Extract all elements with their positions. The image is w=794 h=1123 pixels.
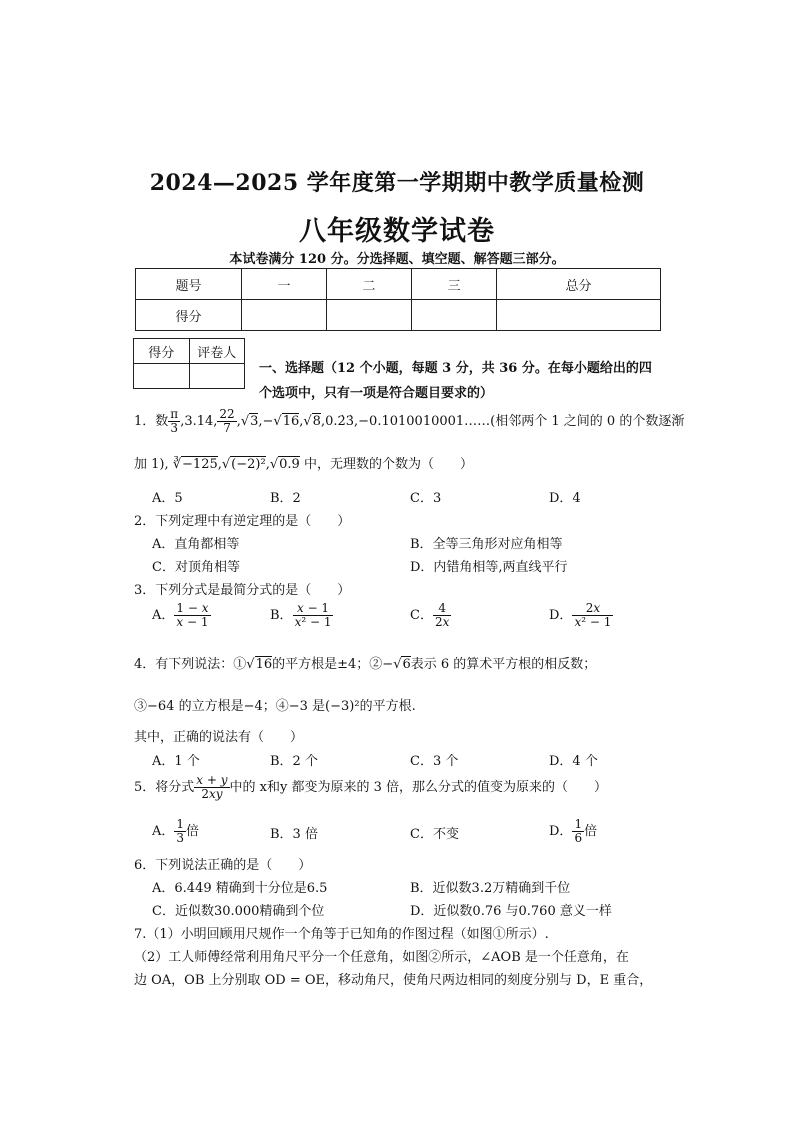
score-table-header: 一 [242, 269, 327, 300]
section-title-line: 一、选择题（12 个小题，每题 3 分，共 36 分。在每小题给出的四 [259, 361, 652, 376]
q4-option-b[interactable]: B．2 个 [270, 754, 318, 769]
q7-line1: 7.（1）小明回顾用尺规作一个角等于已知角的作图过程（如图①所示）. [134, 927, 549, 942]
q3-option-c[interactable] [410, 602, 451, 629]
q4-option-a[interactable]: A．1 个 [152, 754, 200, 769]
grader-name-label: 评卷人 [189, 339, 245, 364]
q2-stem: 2．下列定理中有逆定理的是（ ） [134, 514, 351, 529]
section-title-line: 个选项中，只有一项是符合题目要求的） [259, 386, 494, 401]
q2-option-b[interactable]: B．全等三角形对应角相等 [410, 537, 563, 552]
option-label: C． [410, 608, 433, 623]
q1-option-d[interactable]: D．4 [549, 491, 581, 506]
score-row-label: 得分 [136, 300, 242, 331]
q1-line2-tail: 中，无理数的个数为（ ） [303, 457, 473, 472]
option-label: B． [270, 608, 293, 623]
score-cell[interactable] [327, 300, 412, 331]
q4-line2: ③−64 的立方根是−4；④−3 是(−3)²的平方根. [134, 699, 416, 714]
q5-lead: 5．将分式 [134, 780, 195, 795]
q1-frac-pi-3: $\frac{\pi}{3}$ [170, 407, 179, 435]
score-table [135, 268, 661, 331]
score-table-header: 三 [412, 269, 497, 300]
q5-tail: 中的 x和y 都变为原来的 3 倍，那么分式的值变为原来的（ ） [229, 780, 608, 795]
q1-lead: 数 [155, 414, 169, 429]
option-label: D． [549, 608, 573, 623]
option-label: A． [152, 608, 175, 623]
q1-option-b[interactable]: B．2 [270, 491, 301, 506]
q6-option-b[interactable]: B．近似数3.2万精确到千位 [410, 881, 571, 896]
q5-option-c[interactable]: C．不变 [410, 827, 459, 842]
q3-a-frac: $\frac{1 - x}{x - 1}$ [176, 601, 209, 629]
q5-a-frac: $\frac{1}{3}$ [176, 817, 185, 845]
grader-score-label: 得分 [134, 339, 190, 364]
q5-option-a[interactable] [152, 818, 199, 845]
score-table-header-row [136, 269, 661, 300]
section-title [259, 356, 669, 406]
option-label: A． [152, 824, 175, 839]
score-table-header: 总分 [497, 269, 661, 300]
grader-score-cell[interactable] [134, 364, 190, 389]
q6-option-a[interactable]: A．6.449 精确到十分位是6.5 [152, 881, 328, 896]
option-text: 倍 [584, 824, 598, 839]
q1-tail: (相邻两个 1 之间的 0 的个数逐渐 [490, 414, 685, 429]
q3-d-frac: $\frac{2x}{\text{x² − 1}}$ [574, 601, 612, 629]
q4-part: 表示 6 的算术平方根的相反数； [410, 657, 597, 672]
q7-line3: 边 OA，OB 上分别取 OD = OE，移动角尺，使角尺两边相同的刻度分别与 D，E 重合， [134, 973, 653, 988]
q3-option-a[interactable] [152, 602, 211, 629]
score-cell[interactable] [412, 300, 497, 331]
q3-option-b[interactable] [270, 602, 333, 629]
q5-option-d[interactable] [549, 818, 597, 845]
option-label: D． [549, 824, 573, 839]
q1-line1: 1．数 $\frac{\pi}{3}$ ,3.14, $\frac{22}{7}$ ,√3,−√16,√8,0.2̇3̇,−0.1010010001……(相邻两个 1 之间的 0 的个数逐渐 [134, 407, 685, 435]
q1-frac-22-7: $\frac{22}{7}$ [219, 407, 235, 435]
q7-line2: （2）工人师傅经常利用角尺平分一个任意角，如图②所示，∠AOB 是一个任意角，在 [134, 950, 629, 965]
q4-part: 的平方根是±4；② [272, 657, 383, 672]
q6-stem: 6．下列说法正确的是（ ） [134, 858, 312, 873]
option-text: 倍 [186, 824, 200, 839]
q5-d-frac: $\frac{1}{6}$ [574, 817, 583, 845]
q4-line3: 其中，正确的说法有（ ） [134, 730, 304, 745]
grader-box [133, 338, 245, 389]
q2-option-d[interactable]: D．内错角相等,两直线平行 [410, 560, 568, 575]
exam-title: 2024—2025 学年度第一学期期中教学质量检测 [149, 170, 645, 196]
q5-option-b[interactable]: B．3 倍 [270, 827, 318, 842]
q1-option-a[interactable]: A．5 [152, 491, 183, 506]
q1-line2-lead: 加 1), [134, 457, 169, 472]
q4-option-c[interactable]: C．3 个 [410, 754, 459, 769]
q2-option-a[interactable]: A．直角都相等 [152, 537, 240, 552]
q4-part: 4．有下列说法：① [134, 657, 247, 672]
exam-note: 本试卷满分 120 分。分选择题、填空题、解答题三部分。 [229, 252, 565, 267]
q6-option-d[interactable]: D．近似数0.76 与0.760 意义一样 [410, 904, 612, 919]
question-number: 1． [134, 414, 156, 429]
score-cell[interactable] [242, 300, 327, 331]
q2-option-c[interactable]: C．对顶角相等 [152, 560, 240, 575]
q3-b-frac: $\frac{x - 1}{\text{x² − 1}}$ [294, 601, 332, 629]
q4-part: ③−64 的立方根是−4；④−3 是 [134, 699, 326, 714]
score-table-header: 二 [327, 269, 412, 300]
q4-part: 的平方根. [359, 699, 416, 714]
q6-option-c[interactable]: C．近似数30.000精确到个位 [152, 904, 325, 919]
score-cell[interactable] [497, 300, 661, 331]
q4-option-d[interactable]: D．4 个 [549, 754, 598, 769]
exam-subtitle: 八年级数学试卷 [299, 216, 495, 247]
score-table-row [136, 300, 661, 331]
q5-line [134, 774, 607, 801]
score-table-header: 题号 [136, 269, 242, 300]
q1-line2: 加 1), ∛−125,√(−2)²,√0.9 中，无理数的个数为（ ） [134, 457, 473, 472]
q3-c-frac: $\frac{4}{2x}$ [434, 601, 450, 629]
q3-option-d[interactable] [549, 602, 613, 629]
q5-frac: $\frac{x + y}{2xy}$ [196, 773, 228, 801]
q3-stem: 3．下列分式是最简分式的是（ ） [134, 583, 351, 598]
q1-option-c[interactable]: C．3 [410, 491, 442, 506]
q4-line1: 4．有下列说法：①√16的平方根是±4；②−√6表示 6 的算术平方根的相反数； [134, 657, 597, 672]
grader-name-cell[interactable] [189, 364, 245, 389]
